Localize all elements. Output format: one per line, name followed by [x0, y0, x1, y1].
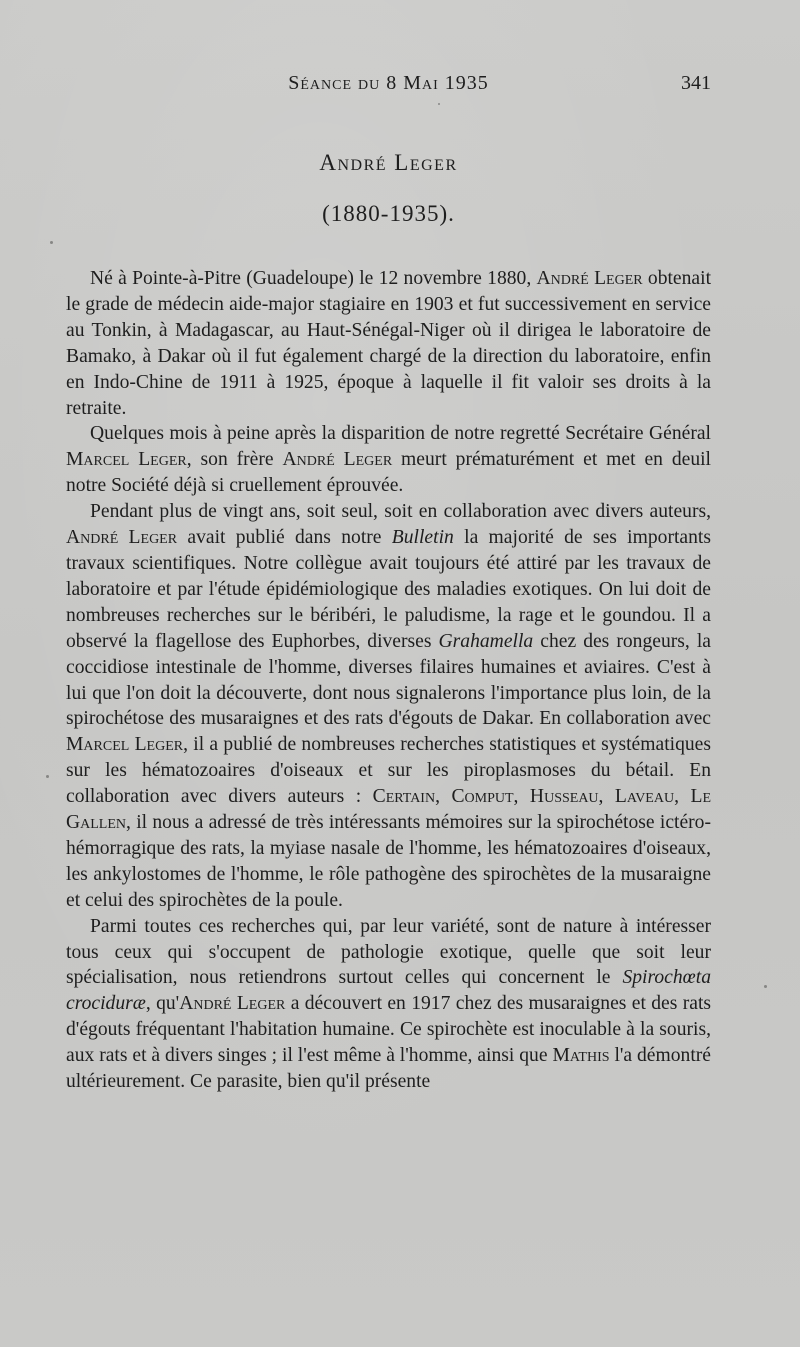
- text-run: avait publié dans notre: [177, 527, 392, 549]
- person-name: André Leger: [282, 449, 393, 471]
- text-run: l'a démontré ultérieurement. Ce parasite, bien qu'il présente: [66, 1045, 712, 1093]
- person-name: André Leger: [66, 527, 178, 549]
- text-run: Quelques mois à peine après la disparition de notre regretté Secrétaire Général: [90, 423, 711, 445]
- page-number: 341: [681, 72, 711, 94]
- text-run: Né à Pointe-à-Pitre (Guadeloupe) le 12 novembre 1880,: [90, 268, 537, 289]
- text-run: a découvert en 1917 chez des musaraignes et des rats d'égouts fréquentant l'habitation humaine. Ce spirochète est inoculable à la souris, aux rats et à divers singes ; il l'est même à l'homme, ainsi que: [66, 993, 712, 1067]
- paragraph-2: [66, 421, 711, 499]
- paper-speck: [438, 103, 440, 105]
- text-run: chez des rongeurs, la coccidiose intestinale de l'homme, diverses filaires humaines et aviaires. C'est à lui que l'on doit la découverte, dont nous signalerons l'importance plus loin, de la spirochétose des musaraignes et des rats d'égouts de Dakar. En collaboration avec: [66, 630, 711, 730]
- text-run: , son frère: [186, 449, 283, 471]
- person-name: Marcel Leger: [66, 734, 184, 756]
- paragraph-1: [66, 266, 711, 421]
- text-run: la majorité de ses importants travaux scientifiques. Notre collègue avait toujours été attiré par les travaux de laboratoire et par l'étude épidémiologique des maladies exotiques. On lui doit de nombreuses recherches sur le béribéri, le paludisme, la rage et le goundou. Il a observé la flagellose des Euphorbes, diverses: [66, 527, 711, 652]
- coauthor-names: Certain, Comput, Husseau, Laveau, Le Gallen: [66, 786, 711, 834]
- person-name: André Leger: [536, 268, 643, 289]
- text-run: , il a publié de nombreuses recherches statistiques et systématiques sur les hématozoaires d'oiseaux et sur les piroplasmoses du bétail. En collaboration avec divers auteurs :: [66, 734, 711, 808]
- obituary-dates: (1880-1935).: [322, 201, 455, 226]
- journal-title: Bulletin: [391, 527, 454, 549]
- person-name: Marcel Leger: [66, 449, 187, 471]
- running-title: Séance du 8 Mai 1935: [288, 72, 489, 94]
- text-run: Pendant plus de vingt ans, soit seul, soit en collaboration avec divers auteurs,: [90, 501, 711, 523]
- paragraph-3: [66, 499, 711, 914]
- text-run: Parmi toutes ces recherches qui, par leur variété, sont de nature à intéresser tous ceux qui s'occupent de pathologie exotique, quelle que soit leur spécialisation, nous retiendrons surtout celles qui concernent le: [66, 915, 711, 989]
- species-name: Spirochœta crociduræ: [66, 967, 711, 1015]
- body-text: [66, 266, 711, 1095]
- paper-speck: [764, 985, 767, 988]
- person-name: Mathis: [552, 1045, 610, 1067]
- text-run: meurt prématurément et met en deuil notre Société déjà si cruellement éprouvée.: [66, 449, 712, 497]
- paragraph-4: [66, 914, 711, 1095]
- text-run: , il nous a adressé de très intéressants mémoires sur la spirochétose ictéro-hémorragique des rats, la myiase nasale de l'homme, les hématozoaires d'oiseaux, les ankylostomes de l'homme, le rôle pathogène des spirochètes de la musaraigne et celui des spirochètes de la poule.: [66, 812, 711, 911]
- paper-speck: [46, 775, 49, 778]
- text-run: , qu': [145, 993, 180, 1015]
- text-run: obtenait le grade de médecin aide-major stagiaire en 1903 et fut successivement en service au Tonkin, à Madagascar, au Haut-Sénégal-Niger où il dirigea le laboratoire de Bamako, à Dakar où il fut également chargé de la direction du laboratoire, enfin en Indo-Chine de 1911 à 1925, époque à laquelle il fit valoir ses droits à la retraite.: [66, 268, 712, 419]
- genus-name: Grahamella: [438, 630, 534, 652]
- person-name: André Leger: [179, 993, 286, 1015]
- obituary-name: André Leger: [319, 150, 458, 175]
- running-head: [66, 72, 711, 102]
- paper-speck: [50, 241, 53, 244]
